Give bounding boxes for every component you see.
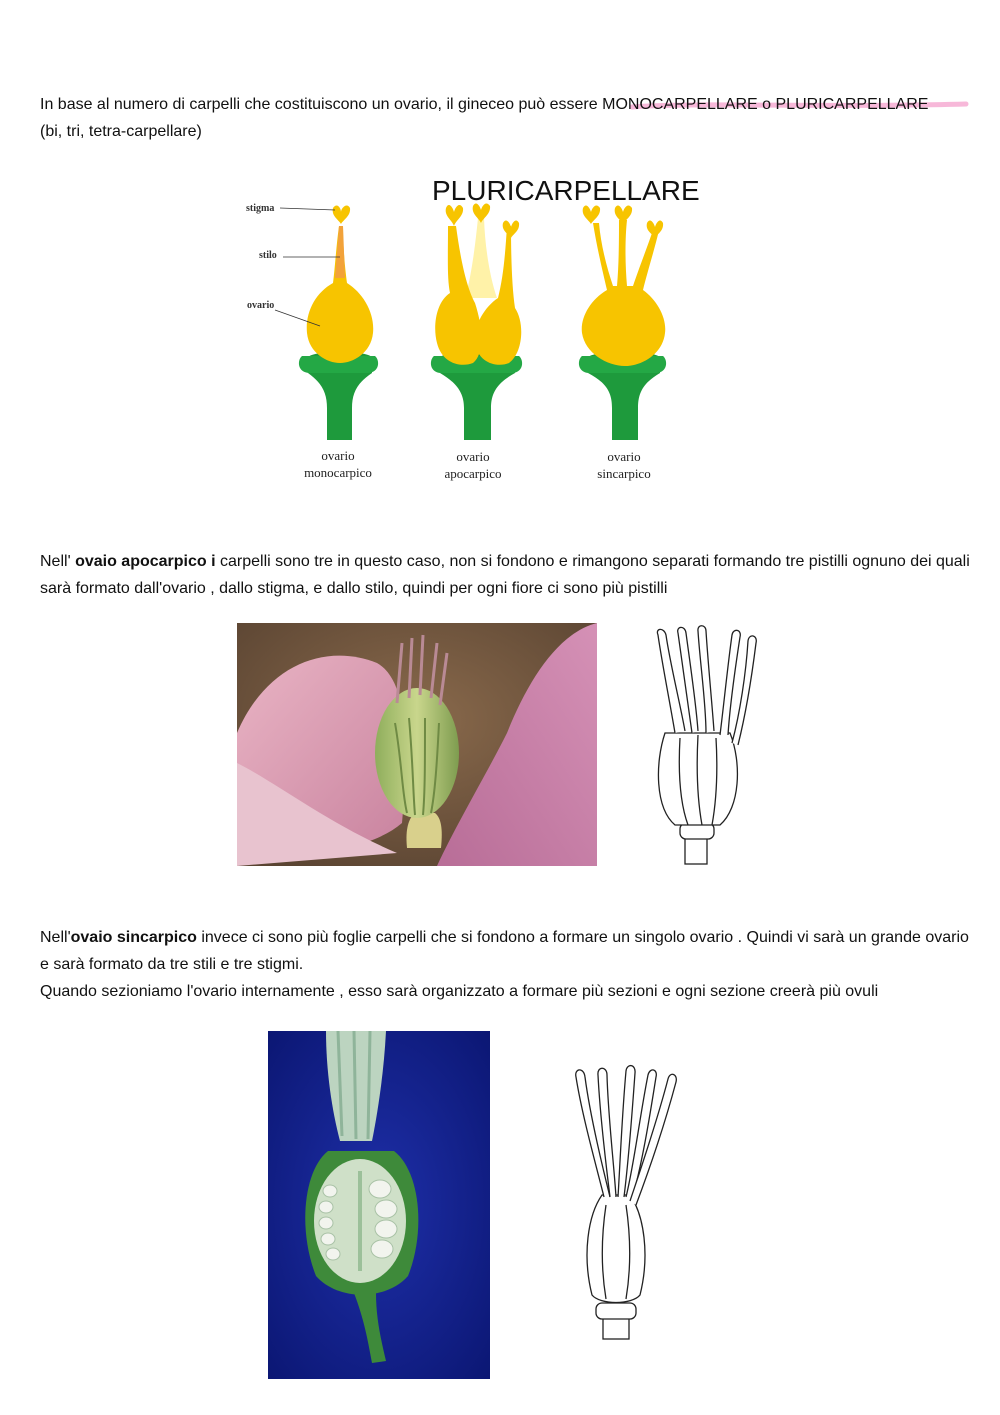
syncarpic-ovary-section-photo: [268, 1031, 490, 1379]
label-stigma: stigma: [246, 203, 275, 214]
diagram-captions: [304, 448, 651, 481]
syncarpic-pistil: [579, 205, 666, 440]
term-pluricarpellare: PLURICARPELLARE: [775, 96, 929, 113]
caption-syncarpic-line2: sincarpico: [597, 466, 651, 481]
apocarpic-prefix: Nell': [40, 553, 76, 570]
intro-paragraph: [40, 91, 970, 145]
syncarpic-text: invece ci sono più foglie carpelli che si fondono a formare un singolo ovario . Quindi vi sarà un grande ovario e sarà formato da tre stili e tre stigmi.: [40, 929, 969, 973]
syncarpic-drawing: [540, 1055, 700, 1340]
caption-apocarpic-line2: apocarpico: [444, 466, 502, 481]
term-monocarpellare: MONOCARPELLARE: [602, 96, 758, 113]
apocarpic-drawing: [640, 623, 775, 866]
syncarpic-term: ovaio sincarpico: [70, 929, 197, 946]
diagram-title: PLURICARPELLARE: [432, 175, 700, 206]
caption-monocarpic-line2: monocarpico: [304, 465, 372, 480]
syncarpic-prefix: Nell': [40, 929, 71, 946]
apocarpic-pistil: [431, 203, 522, 440]
label-ovario: ovario: [247, 300, 275, 311]
caption-syncarpic-line1: ovario: [607, 449, 641, 464]
apocarpic-flower-photo: [237, 623, 597, 866]
syncarpic-paragraph: [40, 924, 970, 1005]
caption-monocarpic-line1: ovario: [321, 448, 355, 463]
intro-text: In base al numero di carpelli che costituiscono un ovario, il gineceo può essere: [40, 96, 603, 113]
apocarpic-text: carpelli sono tre in questo caso, non si fondono e rimangono separati formando tre pistilli ognuno dei quali sarà formato dall'ovario , dallo stigma, e dallo stilo, quindi per ogni fiore ci sono più pistilli: [40, 553, 970, 597]
intro-text-line2: (bi, tri, tetra-carpellare): [40, 123, 202, 140]
apocarpic-term: ovaio apocarpico i: [75, 553, 216, 570]
intro-conjunction: o: [757, 96, 776, 113]
label-stilo: stilo: [259, 250, 277, 261]
caption-apocarpic-line1: ovario: [456, 449, 490, 464]
syncarpic-text-line3: Quando sezioniamo l'ovario internamente , esso sarà organizzato a formare più sezioni e ogni sezione creerà più ovuli: [40, 983, 879, 1000]
pistil-types-diagram: [235, 168, 725, 498]
apocarpic-paragraph: [40, 548, 970, 602]
